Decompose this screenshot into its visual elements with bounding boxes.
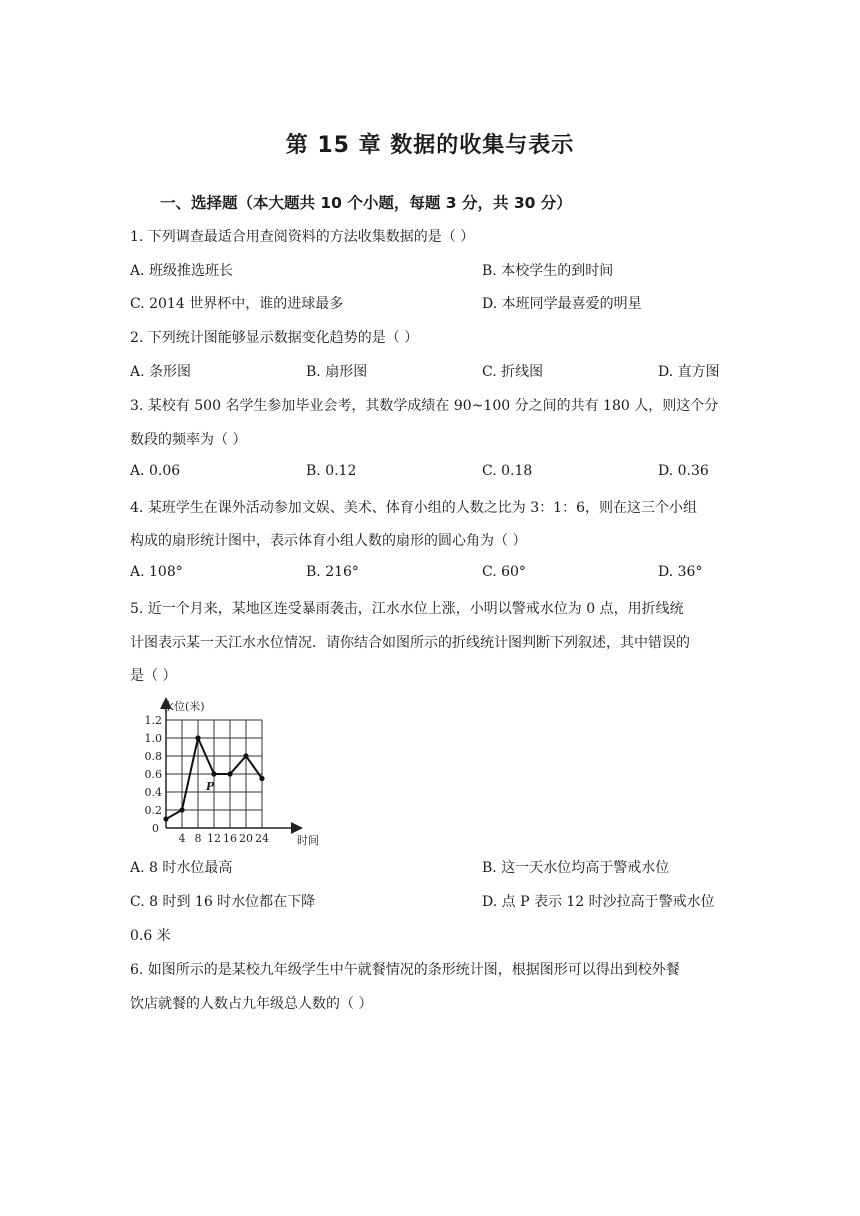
question-2-option-a: A. 条形图 bbox=[130, 364, 192, 380]
y-tick-label: 1.2 bbox=[144, 714, 162, 727]
question-6-stem-line-2: 饮店就餐的人数占九年级总人数的（ ） bbox=[130, 996, 373, 1012]
question-5-option-d: D. 点 P 表示 12 时沙拉高于警戒水位 bbox=[482, 894, 715, 910]
point-p-label: P bbox=[206, 780, 215, 793]
y-tick-label: 0.6 bbox=[144, 768, 162, 781]
question-4-stem-line-1: 4. 某班学生在课外活动参加文娱、美术、体育小组的人数之比为 3：1：6，则在这三个小组 bbox=[130, 500, 697, 516]
x-tick-label: 8 bbox=[194, 832, 202, 845]
y-tick-label: 0.2 bbox=[144, 804, 162, 817]
question-1-stem: 1. 下列调查最适合用查阅资料的方法收集数据的是（ ） bbox=[130, 229, 475, 245]
question-2-stem: 2. 下列统计图能够显示数据变化趋势的是（ ） bbox=[130, 330, 419, 346]
question-1-option-d: D. 本班同学最喜爱的明星 bbox=[482, 296, 642, 312]
question-5-option-a: A. 8 时水位最高 bbox=[130, 860, 233, 876]
question-3-option-b: B. 0.12 bbox=[306, 463, 357, 479]
series-point bbox=[227, 771, 232, 776]
x-tick-label: 20 bbox=[239, 832, 253, 845]
question-4-option-d: D. 36° bbox=[658, 564, 703, 580]
series-point bbox=[211, 771, 216, 776]
question-5-stem-line-1: 5. 近一个月来，某地区连受暴雨袭击，江水水位上涨，小明以警戒水位为 0 点，用折线统 bbox=[130, 601, 684, 617]
series-point bbox=[259, 776, 264, 781]
series-point bbox=[179, 807, 184, 812]
chart-axes bbox=[166, 700, 300, 828]
question-4-option-c: C. 60° bbox=[482, 564, 526, 580]
question-6-stem-line-1: 6. 如图所示的是某校九年级学生中午就餐情况的条形统计图，根据图形可以得出到校外餐 bbox=[130, 962, 680, 978]
water-level-line-chart bbox=[128, 690, 338, 850]
question-1-option-b: B. 本校学生的到时间 bbox=[482, 263, 614, 279]
question-1-option-a: A. 班级推选班长 bbox=[130, 263, 234, 279]
question-1-option-c: C. 2014 世界杯中，谁的进球最多 bbox=[130, 296, 344, 312]
question-5-stem-line-3: 是（ ） bbox=[130, 668, 177, 684]
question-4-option-a: A. 108° bbox=[130, 564, 183, 580]
question-3-stem-line-1: 3. 某校有 500 名学生参加毕业会考，其数学成绩在 90~100 分之间的共有 180 人，则这个分 bbox=[130, 398, 719, 414]
question-5-option-b: B. 这一天水位均高于警戒水位 bbox=[482, 860, 670, 876]
question-2-option-c: C. 折线图 bbox=[482, 364, 544, 380]
question-4-option-b: B. 216° bbox=[306, 564, 359, 580]
x-axis-label: 时间 bbox=[297, 834, 319, 847]
question-3-option-a: A. 0.06 bbox=[130, 463, 181, 479]
series-point bbox=[195, 735, 200, 740]
question-3-option-d: D. 0.36 bbox=[658, 463, 709, 479]
question-3-stem-line-2: 数段的频率为（ ） bbox=[130, 432, 247, 448]
y-tick-label: 1.0 bbox=[144, 732, 162, 745]
question-5-option-c: C. 8 时到 16 时水位都在下降 bbox=[130, 894, 316, 910]
y-tick-label: 0.8 bbox=[144, 750, 162, 763]
y-axis-label: 水位(米) bbox=[163, 700, 205, 713]
question-2-option-d: D. 直方图 bbox=[658, 364, 720, 380]
x-tick-label: 12 bbox=[207, 832, 221, 845]
x-tick-label: 24 bbox=[255, 832, 269, 845]
series-point bbox=[163, 816, 168, 821]
series-point bbox=[243, 753, 248, 758]
question-4-stem-line-2: 构成的扇形统计图中，表示体育小组人数的扇形的圆心角为（ ） bbox=[130, 533, 527, 549]
question-5-option-d-continuation: 0.6 米 bbox=[130, 928, 171, 944]
y-tick-label: 0.4 bbox=[144, 786, 162, 799]
question-3-option-c: C. 0.18 bbox=[482, 463, 533, 479]
question-5-stem-line-2: 计图表示某一天江水水位情况．请你结合如图所示的折线统计图判断下列叙述，其中错误的 bbox=[130, 635, 690, 651]
x-tick-label: 4 bbox=[178, 832, 186, 845]
page-title: 第 15 章 数据的收集与表示 bbox=[285, 133, 575, 158]
question-2-option-b: B. 扇形图 bbox=[306, 364, 368, 380]
section-heading: 一、选择题（本大题共 10 个小题，每题 3 分，共 30 分） bbox=[160, 194, 572, 212]
x-tick-label: 16 bbox=[223, 832, 237, 845]
x-tick-label: 0 bbox=[152, 822, 159, 835]
